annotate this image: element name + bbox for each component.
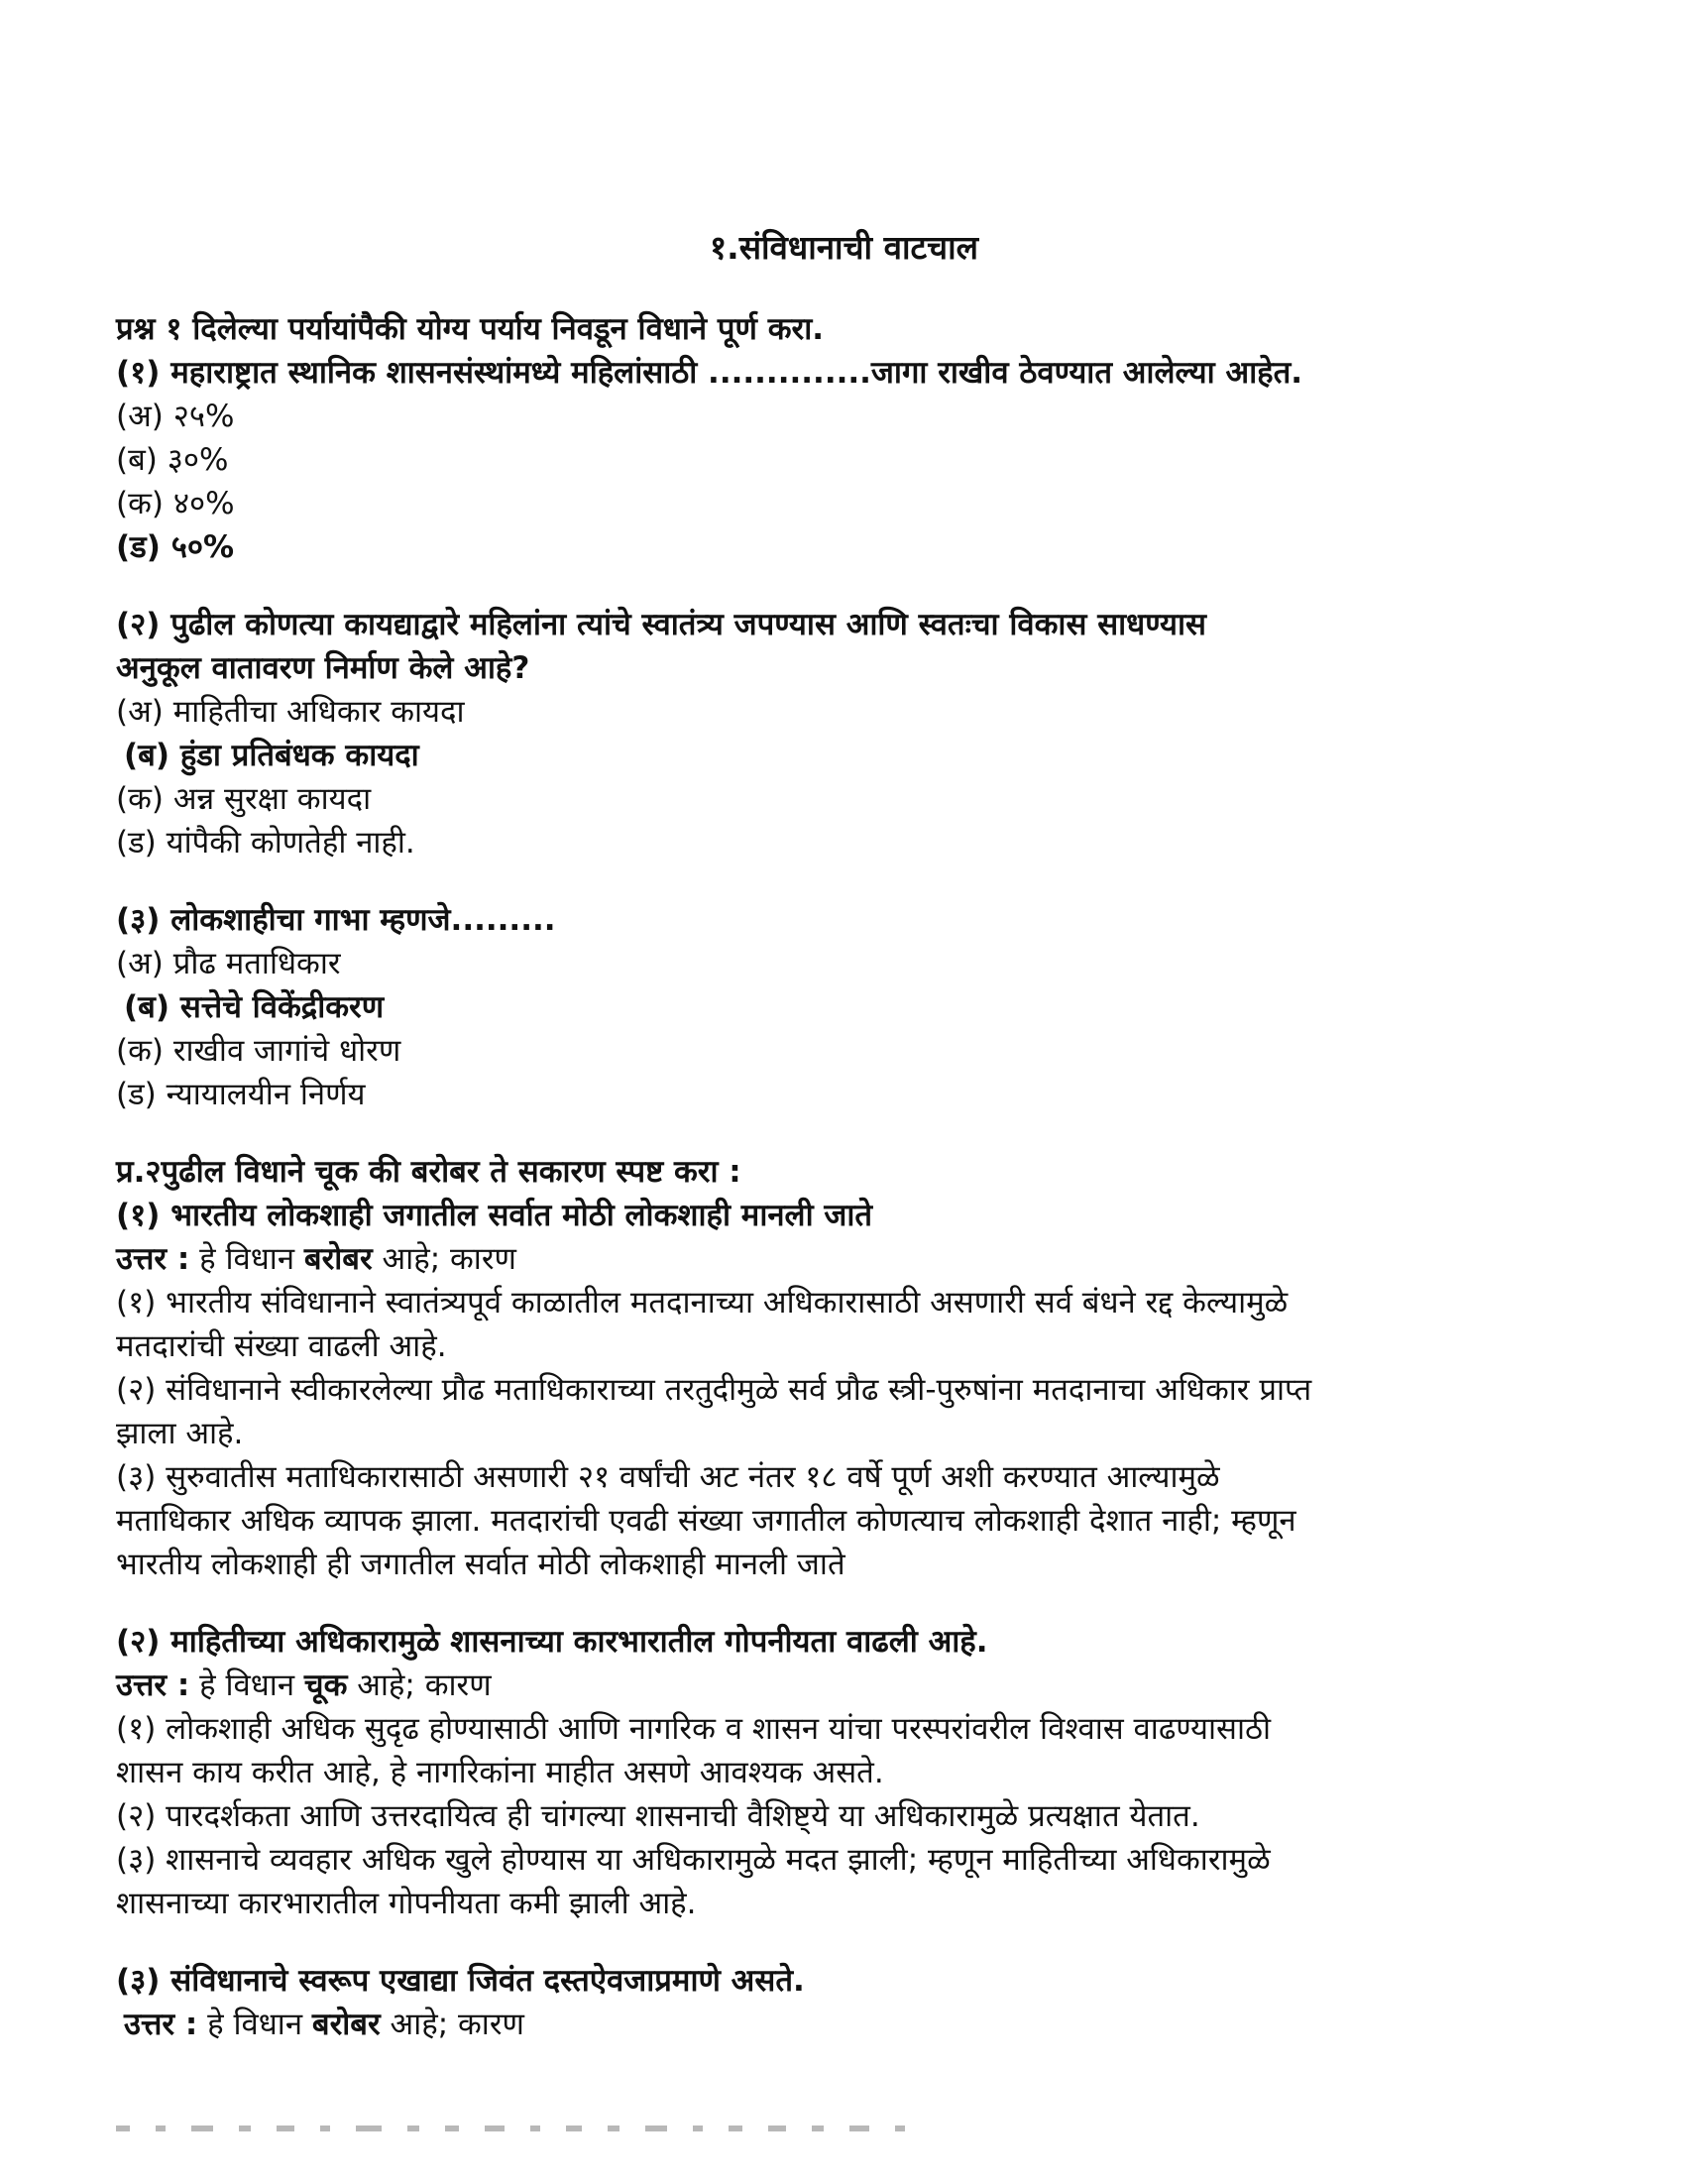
q1-item1-option-b: (ब) ३०%	[116, 442, 229, 478]
q1-item3-option-d: (ड) न्यायालयीन निर्णय	[116, 1077, 366, 1112]
cut-off-text-remnant	[116, 2122, 1236, 2135]
q2-item2-reason-line: (१) लोकशाही अधिक सुदृढ होण्यासाठी आणि नागरिक व शासन यांचा परस्परांवरील विश्वास वाढण्यासाठी	[116, 1711, 1272, 1747]
q2-item2-statement: (२) माहितीच्या अधिकारामुळे शासनाच्या कारभारातील गोपनीयता वाढली आहे.	[116, 1624, 988, 1660]
q2-item3-statement: (३) संविधानाचे स्वरूप एखाद्या जिवंत दस्तऐवजाप्रमाणे असते.	[116, 1963, 805, 1999]
q1-item3-option-a: (अ) प्रौढ मताधिकार	[116, 946, 341, 981]
q2-item1-reason-line: मताधिकार अधिक व्यापक झाला. मतदारांची एवढी संख्या जगातील कोणत्याच लोकशाही देशात नाही; म्हणून	[116, 1503, 1296, 1539]
q1-item1-option-c: (क) ४०%	[116, 486, 235, 521]
q2-item2-reason-line: शासन काय करीत आहे, हे नागरिकांना माहीत असणे आवश्यक असते.	[116, 1755, 884, 1790]
answer-pre: हे विधान	[199, 1241, 295, 1277]
q1-item1-option-d-correct: (ड) ५०%	[116, 529, 235, 565]
answer-label: उत्तर :	[116, 1667, 190, 1703]
answer-post: आहे; कारण	[382, 1241, 516, 1277]
q2-item2-reason-line: शासनाच्या कारभारातील गोपनीयता कमी झाली आहे.	[116, 1886, 697, 1921]
q1-item3-question: (३) लोकशाहीचा गाभा म्हणजे.........	[116, 902, 556, 938]
page-title: १.संविधानाची वाटचाल	[710, 228, 978, 267]
q1-item2-option-d: (ड) यांपैकी कोणतेही नाही.	[116, 825, 415, 861]
q2-item1-reason-line: (१) भारतीय संविधानाने स्वातंत्र्यपूर्व काळातील मतदानाच्या अधिकारासाठी असणारी सर्व बंधने रद्द केल्यामुळे	[116, 1285, 1289, 1321]
q2-item1-answer	[116, 1237, 1603, 1281]
q2-item1-statement: (१) भारतीय लोकशाही जगातील सर्वात मोठी लोकशाही मानली जाते	[116, 1198, 873, 1233]
q2-item2-answer	[116, 1664, 1603, 1707]
q2-item1-reason-line: (२) संविधानाने स्वीकारलेल्या प्रौढ मताधिकाराच्या तरतुदीमुळे सर्व प्रौढ स्त्री-पुरुषांना मतदानाचा अधिकार प्राप्त	[116, 1372, 1312, 1408]
q1-item1-question: (१) महाराष्ट्रात स्थानिक शासनसंस्थांमध्ये महिलांसाठी ..............जागा राखीव ठेवण्यात आलेल्या आहेत.	[116, 355, 1303, 391]
q2-item1-reason-line: (३) सुरुवातीस मताधिकारासाठी असणारी २१ वर्षांची अट नंतर १८ वर्षे पूर्ण अशी करण्यात आल्यामुळे	[116, 1459, 1220, 1495]
answer-pre: हे विधान	[199, 1667, 295, 1703]
q2-item1-reason-line: झाला आहे.	[116, 1416, 244, 1451]
q2-item1-reason-line: मतदारांची संख्या वाढली आहे.	[116, 1328, 447, 1364]
q1-item2-option-b-correct: (ब) हुंडा प्रतिबंधक कायदा	[124, 738, 419, 773]
answer-verdict: बरोबर	[303, 1241, 373, 1277]
answer-label: उत्तर :	[116, 1241, 190, 1277]
q1-item3-option-b-correct: (ब) सत्तेचे विकेंद्रीकरण	[124, 989, 385, 1025]
answer-post: आहे; कारण	[390, 2007, 524, 2042]
answer-pre: हे विधान	[207, 2007, 303, 2042]
answer-verdict: चूक	[303, 1667, 348, 1703]
q1-item2-option-c: (क) अन्न सुरक्षा कायदा	[116, 781, 372, 817]
q1-item2-question-line2: अनुकूल वातावरण निर्माण केले आहे?	[116, 650, 530, 686]
q2-heading: प्र.२पुढील विधाने चूक की बरोबर ते सकारण स्पष्ट करा :	[116, 1154, 741, 1190]
q2-item1-reason-line: भारतीय लोकशाही ही जगातील सर्वात मोठी लोकशाही मानली जाते	[116, 1547, 845, 1582]
q1-item3-option-c: (क) राखीव जागांचे धोरण	[116, 1033, 401, 1069]
q1-item1-option-a: (अ) २५%	[116, 399, 235, 434]
q1-heading: प्रश्न १ दिलेल्या पर्यायांपैकी योग्य पर्याय निवडून विधाने पूर्ण करा.	[116, 311, 824, 347]
answer-post: आहे; कारण	[357, 1667, 492, 1703]
answer-verdict: बरोबर	[311, 2007, 381, 2042]
q1-item2-option-a: (अ) माहितीचा अधिकार कायदा	[116, 694, 465, 730]
q2-item2-reason-line: (३) शासनाचे व्यवहार अधिक खुले होण्यास या अधिकारामुळे मदत झाली; म्हणून माहितीच्या अधिकारामुळे	[116, 1842, 1271, 1878]
q2-item2-reason-line: (२) पारदर्शकता आणि उत्तरदायित्व ही चांगल्या शासनाची वैशिष्ट्ये या अधिकारामुळे प्रत्यक्षात येतात.	[116, 1798, 1200, 1834]
q2-item3-answer	[124, 2003, 1611, 2046]
q1-item2-question-line1: (२) पुढील कोणत्या कायद्याद्वारे महिलांना त्यांचे स्वातंत्र्य जपण्यास आणि स्वतःचा विकास साधण्यास	[116, 607, 1206, 642]
answer-label: उत्तर :	[124, 2007, 198, 2042]
